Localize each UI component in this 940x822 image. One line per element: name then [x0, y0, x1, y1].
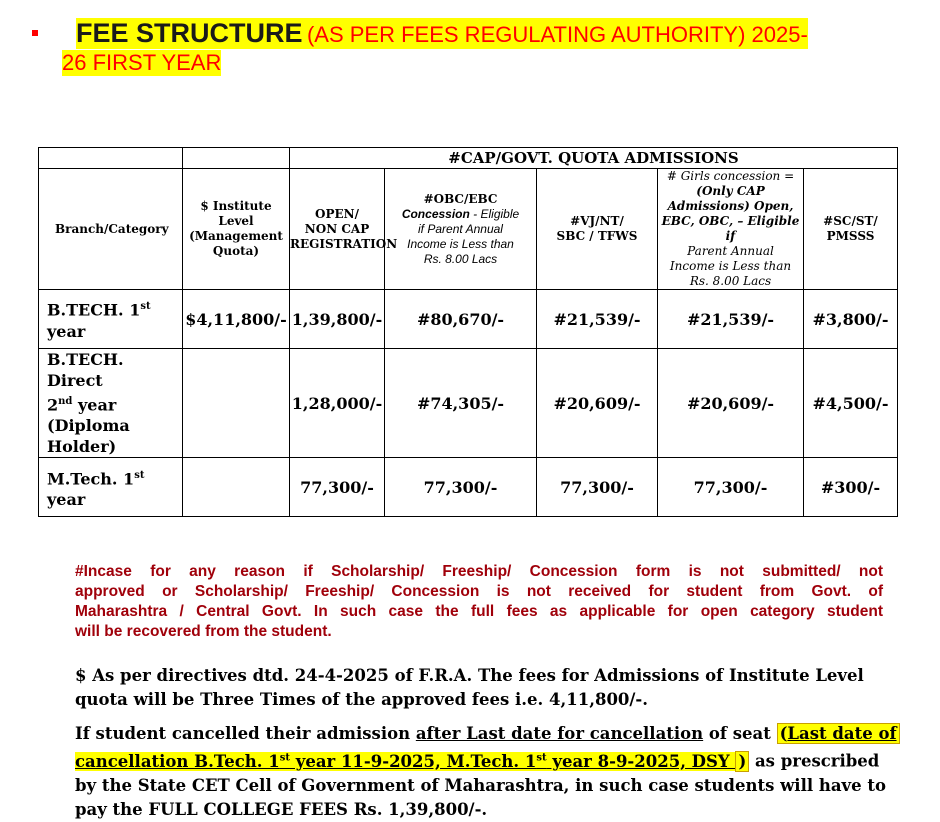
cell-sc: #300/- [804, 458, 898, 517]
cell-vj: #21,539/- [537, 290, 658, 349]
cell-obc: #74,305/- [385, 349, 537, 458]
table-row [39, 349, 898, 458]
cancellation-line-1: If student cancelled their admission after Last date for cancellation of seat (Last date of [75, 722, 883, 746]
bullet-icon [32, 30, 38, 36]
cell-institute: $4,11,800/- [183, 290, 290, 349]
header-girls: # Girls concession = (Only CAP Admissions) Open, EBC, OBC, – Eligible if Parent Annual Income is Less than Rs. 8.00 Lacs [658, 169, 804, 290]
header-open: OPEN/ NON CAP REGISTRATION [290, 169, 385, 290]
fee-table [38, 147, 898, 517]
table-header-row [39, 169, 898, 290]
cancellation-line-2: cancellation B.Tech. 1st year 11-9-2025, M.Tech. 1st year 8-9-2025, DSY ) as prescribed [75, 751, 880, 771]
header-branch: Branch/Category [39, 169, 183, 290]
blank-header-cell [39, 148, 183, 169]
cell-vj: 77,300/- [537, 458, 658, 517]
cell-sc: #3,800/- [804, 290, 898, 349]
cell-open: 77,300/- [290, 458, 385, 517]
cell-sc: #4,500/- [804, 349, 898, 458]
cell-institute [183, 458, 290, 517]
title-sub-part1: (AS PER FEES REGULATING AUTHORITY) 2025- [306, 22, 808, 47]
cancellation-paragraph: If student cancelled their admission after Last date for cancellation of seat (Last date of cancellation B.Tech. 1st year 11-9-2025, M.Tech. 1st year 8-9-2025, DSY ) as prescribed by the State CET Cell of Government of Maharashtra, in such case students will have to pay the FULL COLLEGE FEES Rs. 1,39,800/-. [75, 722, 883, 822]
cell-girls: 77,300/- [658, 458, 804, 517]
title-line-2 [62, 50, 221, 76]
cell-obc: #80,670/- [385, 290, 537, 349]
scholarship-note: #Incase for any reason if Scholarship/ Freeship/ Concession form is not submitted/ not approved or Scholarship/ Freeship/ Concession is not received for student from Govt. of Maharashtra / Central Govt. In such case the full fees as applicable for open category student will be recovered from the student. [75, 563, 883, 640]
cancellation-dates-highlight: cancellation B.Tech. 1st year 11-9-2025, M.Tech. 1st year 8-9-2025, DSY [75, 751, 736, 771]
group-header: #CAP/GOVT. QUOTA ADMISSIONS [290, 148, 898, 169]
header-vj: #VJ/NT/ SBC / TFWS [537, 169, 658, 290]
cell-girls: #21,539/- [658, 290, 804, 349]
header-sc: #SC/ST/ PMSSS [804, 169, 898, 290]
institute-quota-paragraph: $ As per directives dtd. 24-4-2025 of F.R.A. The fees for Admissions of Institute Level quota will be Three Times of the approved fees i.e. 4,11,800/-. [75, 666, 864, 709]
cell-girls: #20,609/- [658, 349, 804, 458]
title-main: FEE STRUCTURE [76, 18, 303, 48]
title-line-1 [76, 18, 808, 49]
cell-vj: #20,609/- [537, 349, 658, 458]
title-sub-part2: 26 FIRST YEAR [62, 50, 222, 75]
row-branch: M.Tech. 1st year [39, 458, 183, 517]
header-institute: $ Institute Level (Management Quota) [183, 169, 290, 290]
cell-obc: 77,300/- [385, 458, 537, 517]
row-branch: B.TECH. 1st year [39, 290, 183, 349]
cell-open: 1,39,800/- [290, 290, 385, 349]
row-branch: B.TECH. Direct 2nd year (Diploma Holder) [39, 349, 183, 458]
header-obc: #OBC/EBC Concession - Eligible if Parent Annual Income is Less than Rs. 8.00 Lacs [385, 169, 537, 290]
cell-institute [183, 349, 290, 458]
table-row [39, 290, 898, 349]
blank-header-cell [183, 148, 290, 169]
table-row [39, 458, 898, 517]
table-group-header-row [39, 148, 898, 169]
cell-open: 1,28,000/- [290, 349, 385, 458]
